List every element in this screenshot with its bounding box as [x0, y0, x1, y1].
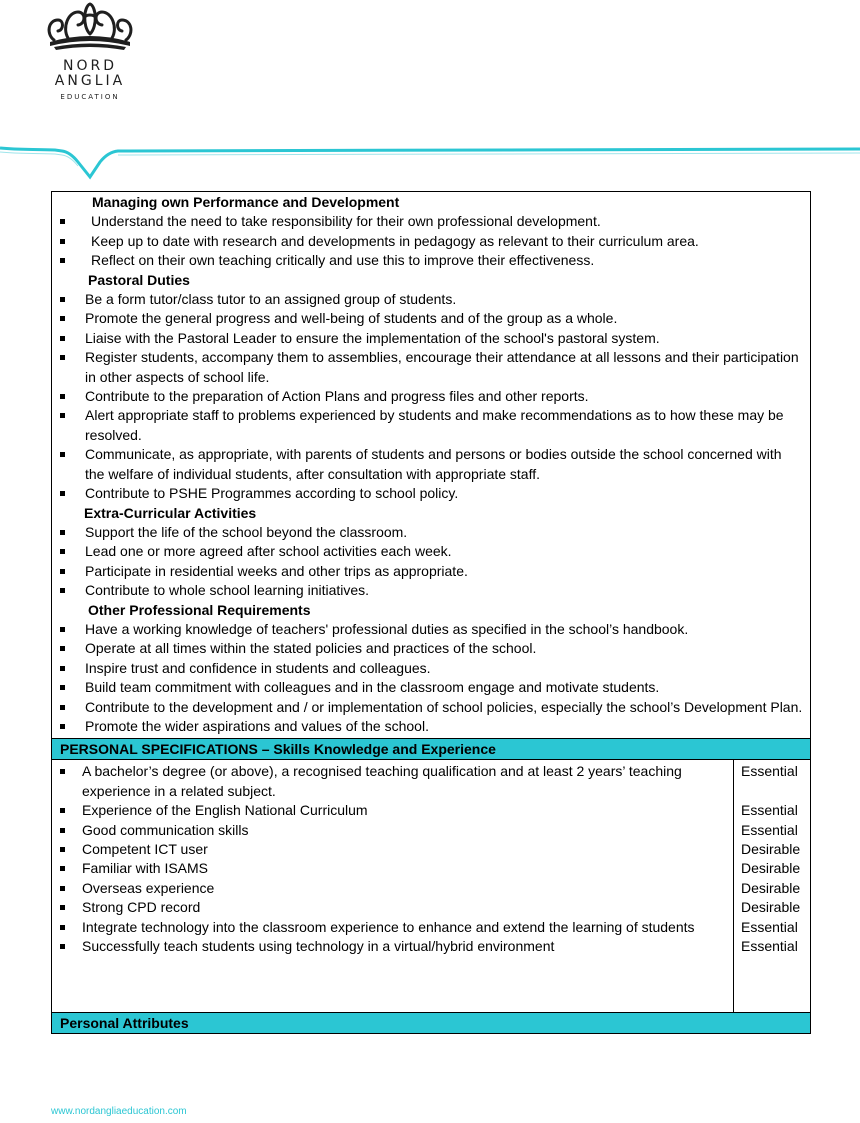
square-bullet-icon	[60, 724, 65, 729]
list-item	[52, 212, 810, 231]
spec-item	[52, 762, 733, 801]
spec-item-text: Strong CPD record	[82, 899, 201, 916]
spec-item-text: Competent ICT user	[82, 841, 208, 857]
list-item-text: Lead one or more agreed after school activities each week.	[85, 543, 452, 560]
spec-rating: Desirable	[741, 860, 801, 877]
personal-attributes-header: Personal Attributes	[52, 1012, 810, 1033]
square-bullet-icon	[60, 808, 65, 813]
spec-item-text: A bachelor’s degree (or above), a recognised teaching qualification and at least 2 years’ teaching experience in a related subject.	[82, 763, 682, 799]
spec-item	[52, 918, 733, 937]
list-item	[52, 309, 810, 328]
list-item	[52, 406, 810, 445]
footer-url-link[interactable]: www.nordangliaeducation.com	[51, 1106, 187, 1117]
list-item	[52, 232, 810, 251]
spec-rating: Desirable	[741, 840, 801, 857]
crown-logo-icon	[40, 0, 140, 56]
list-item	[52, 620, 810, 639]
spec-rating: Desirable	[741, 899, 801, 916]
spec-rating: Essential	[741, 937, 798, 954]
square-bullet-icon	[60, 569, 65, 574]
list-item	[52, 639, 810, 658]
list-item-text: Operate at all times within the stated policies and practices of the school.	[85, 640, 537, 657]
list-item-text: Promote the general progress and well-being of students and of the group as a whole.	[85, 310, 618, 327]
list-item-text: Participate in residential weeks and other trips as appropriate.	[85, 562, 468, 579]
list-item-text: Keep up to date with research and developments in pedagogy as relevant to their curriculum area.	[91, 232, 699, 249]
list-item	[52, 484, 810, 503]
square-bullet-icon	[60, 336, 65, 341]
header-wave-divider	[0, 140, 860, 185]
section-heading: Other Professional Requirements	[88, 601, 311, 618]
square-bullet-icon	[60, 452, 65, 457]
spec-rating: Essential	[741, 821, 798, 838]
square-bullet-icon	[60, 394, 65, 399]
square-bullet-icon	[60, 549, 65, 554]
spec-item	[52, 879, 733, 898]
duties-list	[52, 192, 810, 738]
square-bullet-icon	[60, 316, 65, 321]
list-item-text: Promote the wider aspirations and values of the school.	[85, 717, 429, 734]
square-bullet-icon	[60, 769, 65, 774]
square-bullet-icon	[60, 258, 65, 263]
list-item-text: Register students, accompany them to assemblies, encourage their attendance at all lessons and their participation in other aspects of school life.	[85, 349, 799, 385]
list-item-text: Communicate, as appropriate, with parents of students and persons or bodies outside the school concerned with the welfare of individual students, after consultation with appropriate staff.	[85, 446, 782, 482]
list-item	[52, 387, 810, 406]
spec-item-text: Successfully teach students using technology in a virtual/hybrid environment	[82, 938, 555, 955]
list-item-text: Liaise with the Pastoral Leader to ensure the implementation of the school's pastoral system.	[85, 329, 660, 346]
square-bullet-icon	[60, 847, 65, 852]
spec-item-text: Integrate technology into the classroom experience to enhance and extend the learning of students	[82, 918, 695, 935]
spec-rating: Essential	[741, 918, 798, 935]
square-bullet-icon	[60, 905, 65, 910]
list-item-text: Contribute to whole school learning initiatives.	[85, 582, 370, 599]
list-item-text: Build team commitment with colleagues and in the classroom engage and motivate students.	[85, 679, 660, 696]
list-item	[52, 290, 810, 309]
list-item-text: Support the life of the school beyond the classroom.	[85, 523, 408, 540]
square-bullet-icon	[60, 666, 65, 671]
personal-specifications-body	[52, 760, 810, 1012]
spec-item	[52, 821, 733, 840]
square-bullet-icon	[60, 239, 65, 244]
list-item	[52, 659, 810, 678]
spec-rating: Essential	[741, 802, 798, 819]
list-item	[52, 562, 810, 581]
specifications-list	[52, 760, 734, 1012]
square-bullet-icon	[60, 925, 65, 930]
spec-rating: Essential	[741, 763, 798, 780]
square-bullet-icon	[60, 219, 65, 224]
list-item	[52, 329, 810, 348]
spec-item-text: Familiar with ISAMS	[82, 860, 209, 877]
spec-item	[52, 898, 733, 917]
list-item	[52, 445, 810, 484]
spec-item	[52, 859, 733, 878]
specifications-ratings	[734, 760, 810, 1012]
list-item	[52, 542, 810, 561]
square-bullet-icon	[60, 705, 65, 710]
square-bullet-icon	[60, 413, 65, 418]
square-bullet-icon	[60, 530, 65, 535]
section-heading: Managing own Performance and Development	[92, 194, 400, 210]
section-heading: Pastoral Duties	[88, 271, 190, 288]
square-bullet-icon	[60, 828, 65, 833]
list-item	[52, 523, 810, 542]
list-item-text: Have a working knowledge of teachers' professional duties as specified in the school’s handbook.	[85, 620, 689, 637]
list-item	[52, 348, 810, 387]
square-bullet-icon	[60, 886, 65, 891]
list-item-text: Be a form tutor/class tutor to an assigned group of students.	[85, 291, 457, 308]
list-item-text: Alert appropriate staff to problems experienced by students and make recommendations as to how these may be resolved.	[85, 407, 784, 443]
job-description-table	[51, 191, 811, 1034]
list-item	[52, 698, 810, 717]
square-bullet-icon	[60, 627, 65, 632]
spec-rating	[741, 782, 810, 801]
square-bullet-icon	[60, 866, 65, 871]
square-bullet-icon	[60, 355, 65, 360]
list-item	[52, 251, 810, 270]
list-item-text: Contribute to the preparation of Action Plans and progress files and other reports.	[85, 388, 589, 405]
square-bullet-icon	[60, 646, 65, 651]
list-item-text: Inspire trust and confidence in students and colleagues.	[85, 659, 431, 676]
list-item-text: Contribute to PSHE Programmes according to school policy.	[85, 485, 459, 502]
logo-text-anglia: ANGLIA	[54, 73, 126, 89]
list-item-text: Reflect on their own teaching critically and use this to improve their effectiveness.	[91, 252, 595, 269]
list-item	[52, 717, 810, 736]
list-item	[52, 678, 810, 697]
list-item-text: Contribute to the development and / or implementation of school policies, especially the school’s Development Plan.	[85, 698, 803, 715]
square-bullet-icon	[60, 491, 65, 496]
square-bullet-icon	[60, 944, 65, 949]
spec-item-text: Good communication skills	[82, 821, 249, 838]
list-item	[52, 581, 810, 600]
spec-item	[52, 840, 733, 859]
square-bullet-icon	[60, 588, 65, 593]
square-bullet-icon	[60, 685, 65, 690]
spec-item	[52, 801, 733, 820]
spec-item	[52, 937, 733, 956]
logo-text-nord: NORD	[63, 58, 117, 74]
spec-rating: Desirable	[741, 879, 801, 896]
logo-text-education: EDUCATION	[60, 93, 120, 101]
list-item-text: Understand the need to take responsibility for their own professional development.	[91, 213, 601, 230]
spec-item-text: Overseas experience	[82, 879, 215, 896]
personal-specifications-header: PERSONAL SPECIFICATIONS – Skills Knowledge and Experience	[52, 738, 810, 760]
section-heading: Extra-Curricular Activities	[84, 504, 257, 521]
nord-anglia-logo	[40, 0, 140, 110]
spec-item-text: Experience of the English National Curriculum	[82, 802, 368, 819]
square-bullet-icon	[60, 297, 65, 302]
